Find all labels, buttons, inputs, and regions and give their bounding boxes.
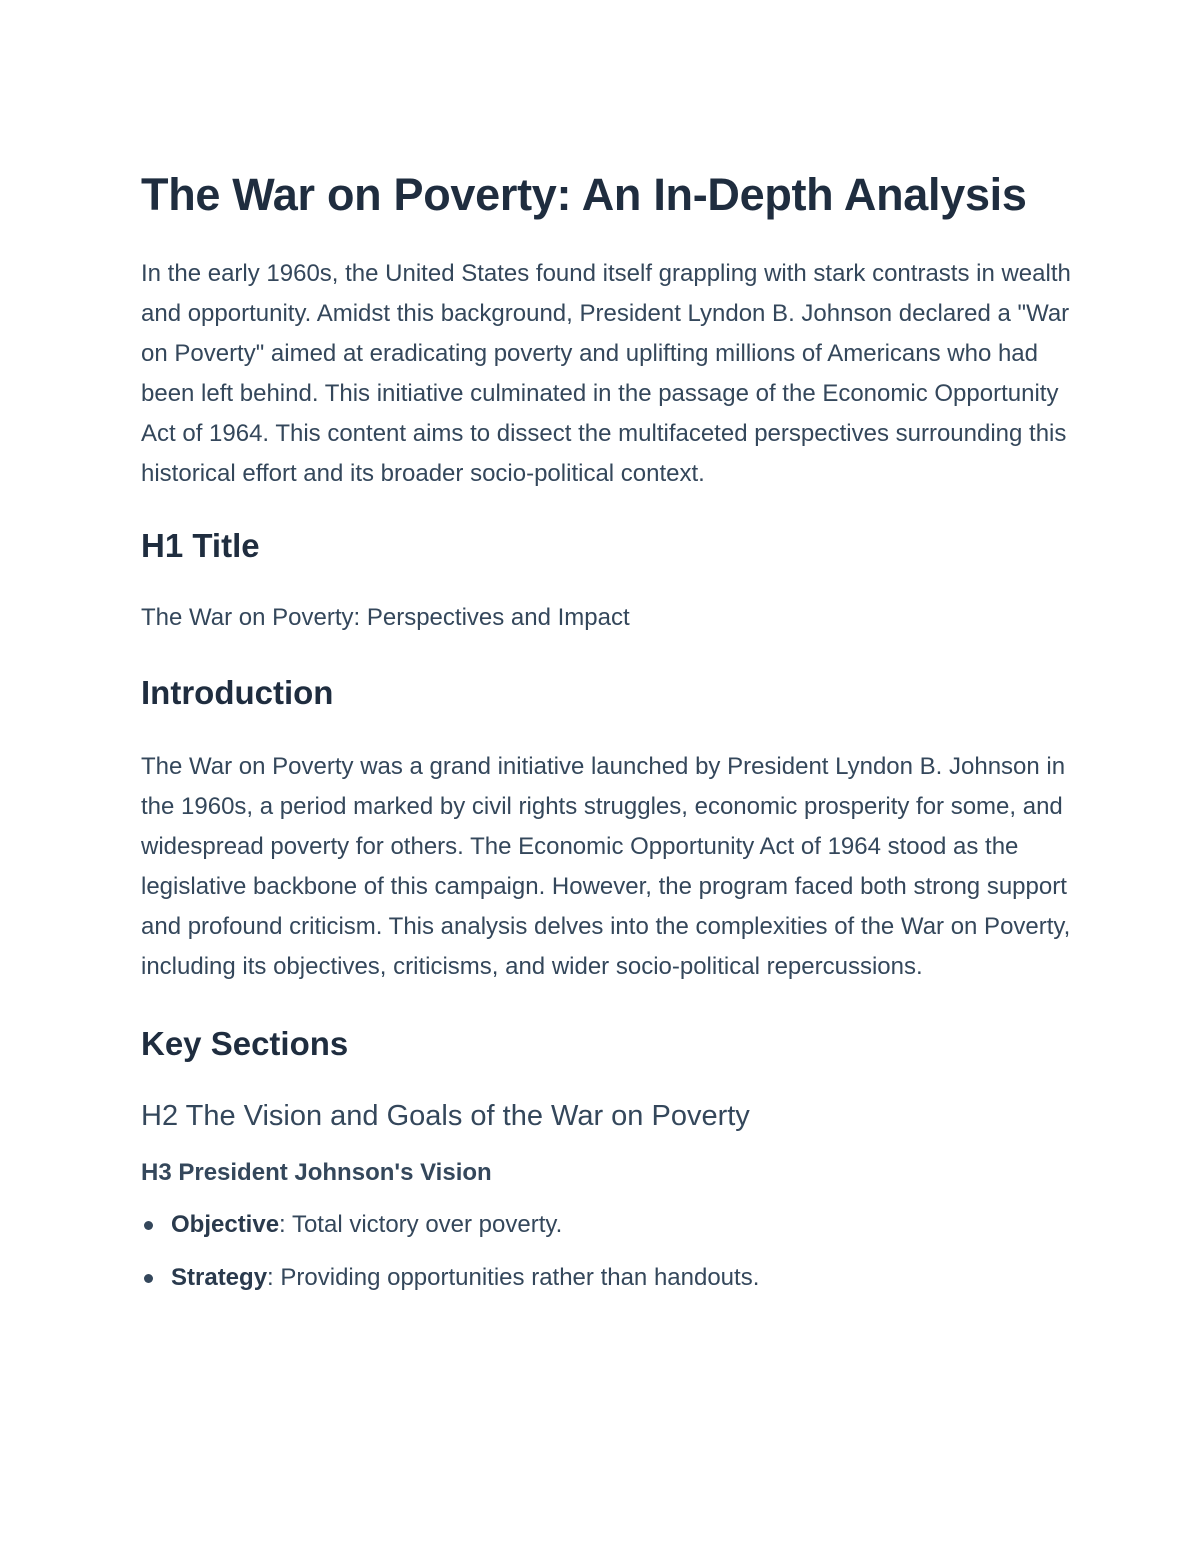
document-title: The War on Poverty: An In-Depth Analysis (141, 169, 1027, 220)
bullet-icon (144, 1221, 153, 1230)
vision-bullet-list (141, 1208, 1080, 1295)
bullet-label: Strategy (171, 1264, 268, 1291)
bullet-label: Objective (171, 1211, 280, 1238)
key-sections-heading: Key Sections (141, 1025, 349, 1062)
list-item (141, 1261, 1080, 1295)
vision-goals-subheading: H2 The Vision and Goals of the War on Poverty (141, 1100, 750, 1132)
bullet-text: : Providing opportunities rather than handouts. (267, 1264, 760, 1291)
johnson-vision-subheading: H3 President Johnson's Vision (141, 1159, 492, 1186)
list-item (141, 1208, 1080, 1242)
bullet-text: : Total victory over poverty. (279, 1211, 563, 1238)
h1-title-heading: H1 Title (141, 527, 260, 564)
bullet-icon (144, 1274, 153, 1283)
intro-paragraph: In the early 1960s, the United States found itself grappling with stark contrasts in wealth and opportunity. Amidst this background, President Lyndon B. Johnson declared a "War on Poverty" aimed at eradicating poverty and uplifting millions of Americans who had been left behind. This initiative culminated in the passage of the Economic Opportunity Act of 1964. This content aims to dissect the multifaceted perspectives surrounding this historical effort and its broader socio-political context. (141, 260, 1071, 487)
introduction-heading: Introduction (141, 674, 334, 711)
h1-title-text: The War on Poverty: Perspectives and Impact (141, 604, 630, 631)
introduction-paragraph: The War on Poverty was a grand initiative launched by President Lyndon B. Johnson in the 1960s, a period marked by civil rights struggles, economic prosperity for some, and widespread poverty for others. The Economic Opportunity Act of 1964 stood as the legislative backbone of this campaign. However, the program faced both strong support and profound criticism. This analysis delves into the complexities of the War on Poverty, including its objectives, criticisms, and wider socio-political repercussions. (141, 753, 1071, 980)
